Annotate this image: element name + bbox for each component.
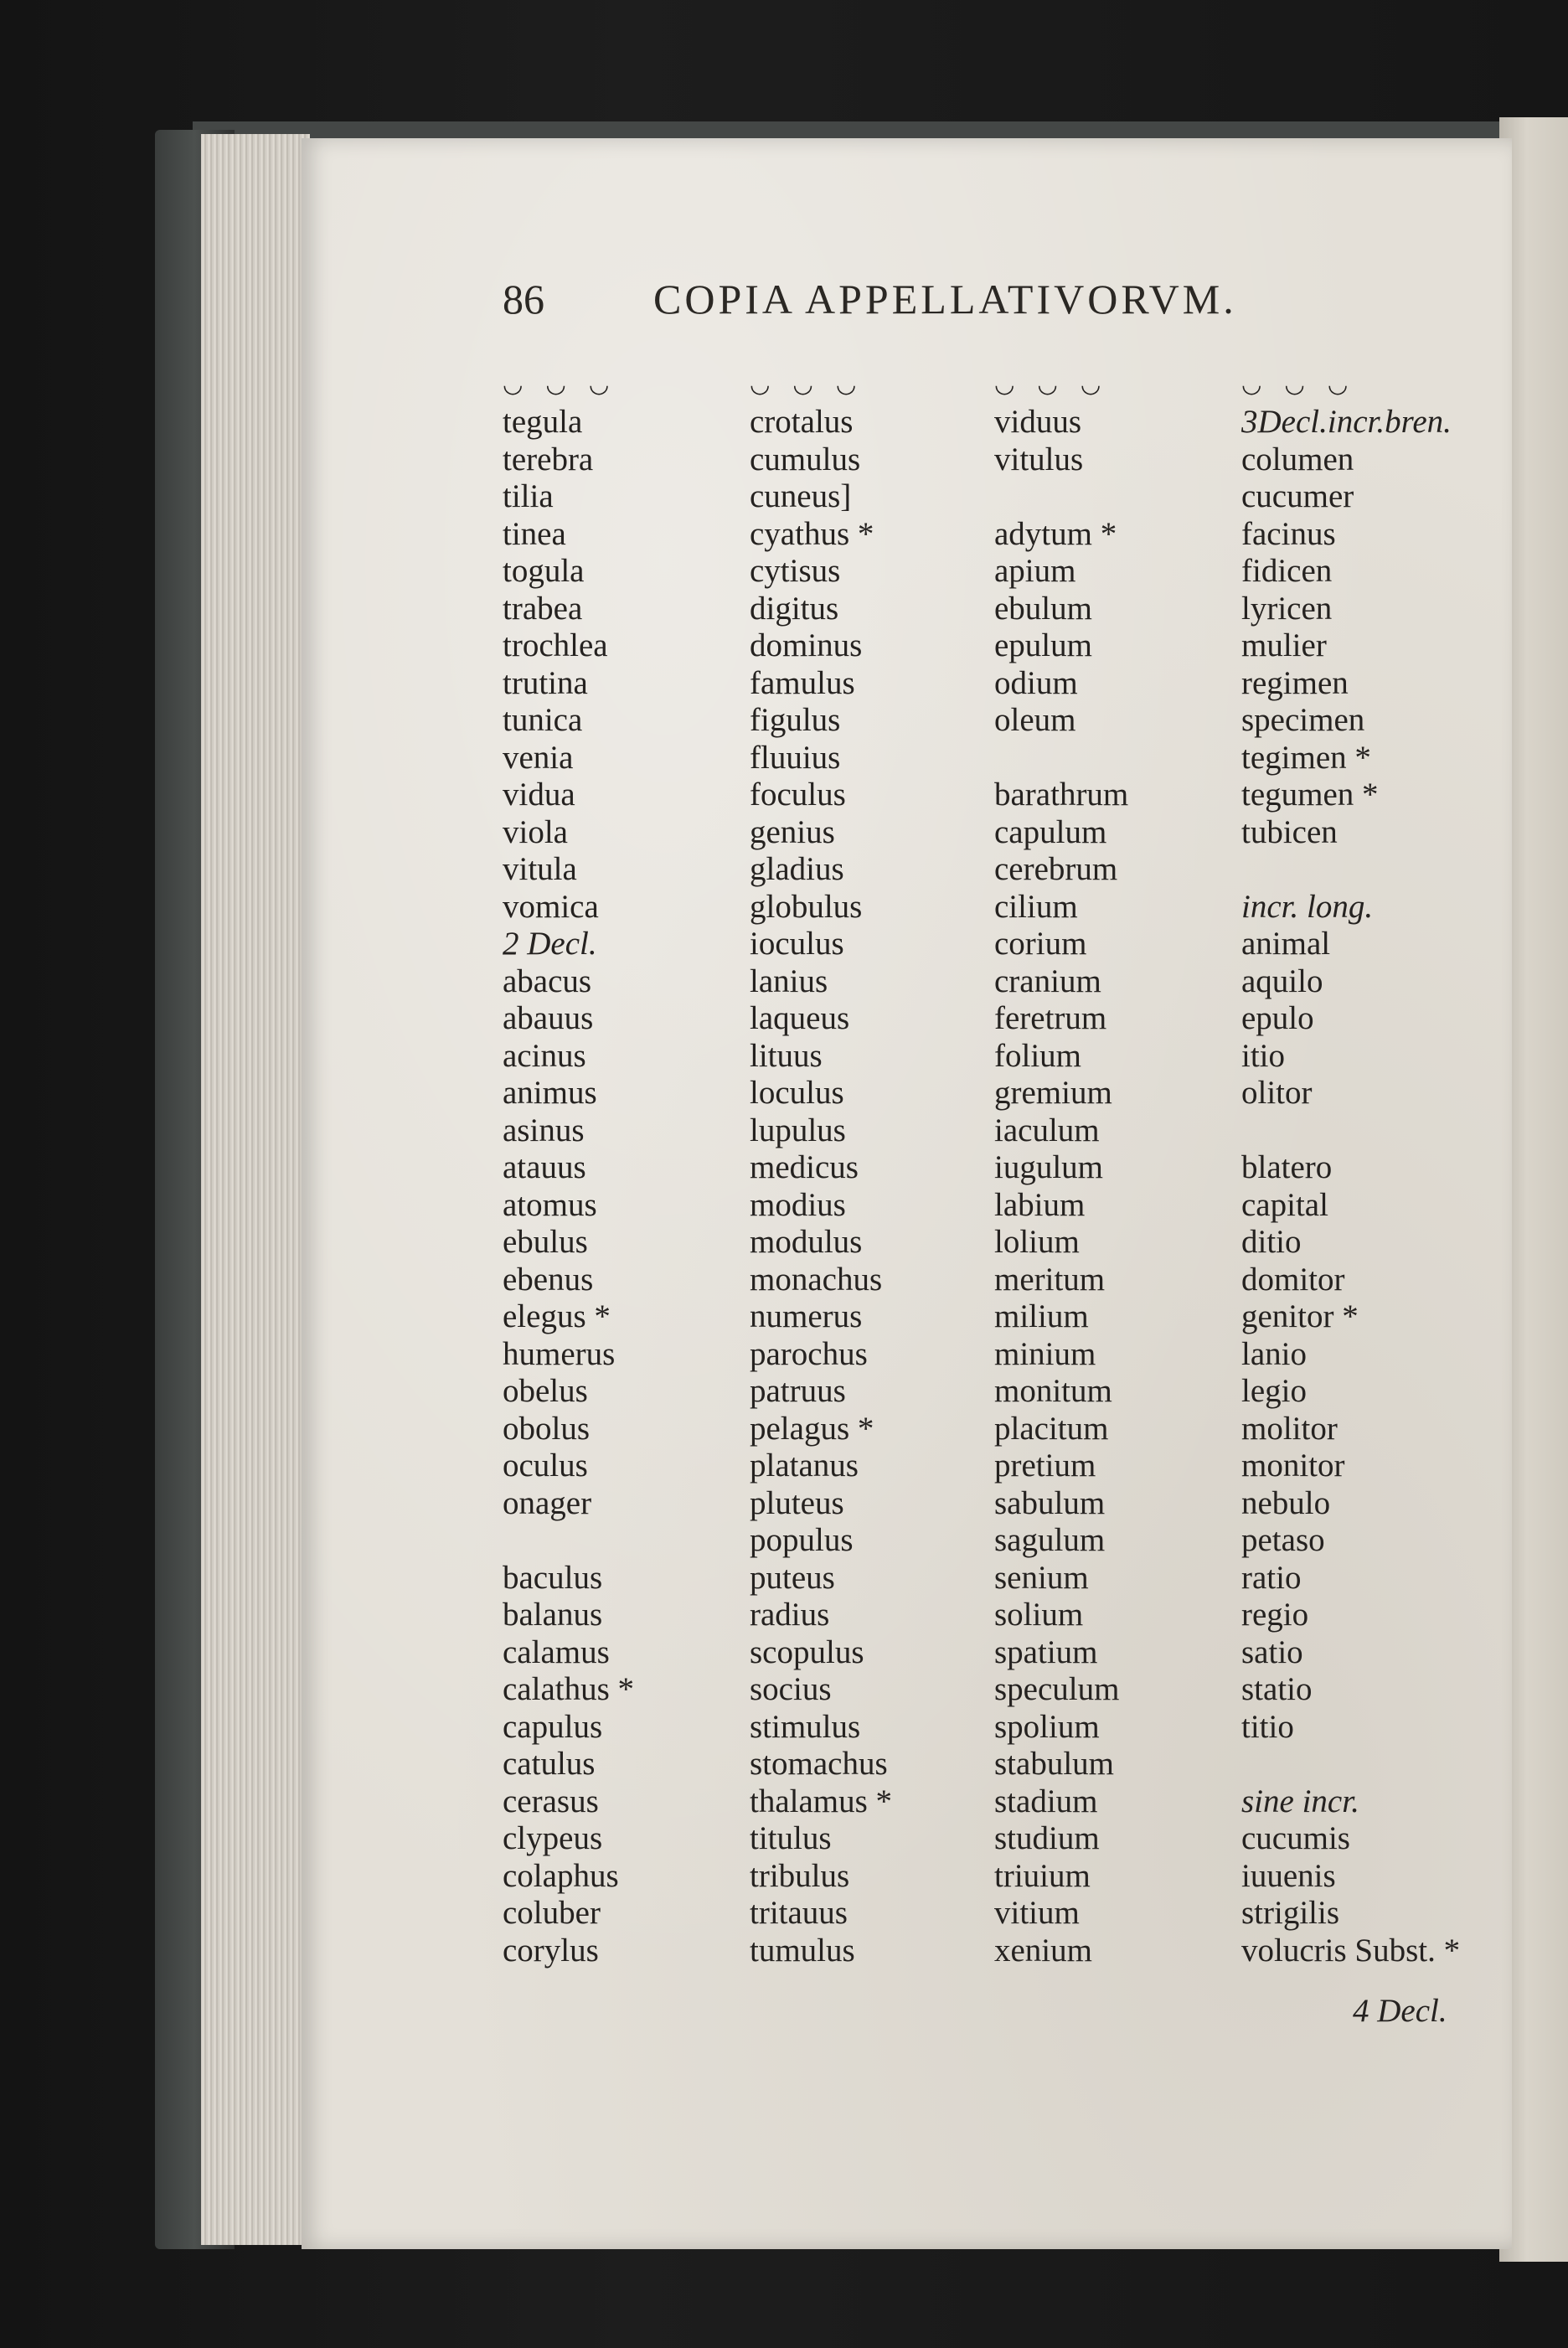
- word-entry: milium: [994, 1298, 1089, 1334]
- word-entry: gladius: [750, 851, 844, 887]
- word-entry: tegumen *: [1241, 777, 1379, 813]
- word-entry: spolium: [994, 1708, 1100, 1745]
- word-entry: lolium: [994, 1224, 1080, 1260]
- catchword: 4 Decl.: [1353, 1993, 1447, 2029]
- word-entry: mulier: [1241, 627, 1327, 663]
- word-entry: tegimen *: [1241, 739, 1371, 776]
- word-entry: epulum: [994, 627, 1092, 663]
- word-entry: atauus: [503, 1149, 586, 1185]
- word-entry: radius: [750, 1597, 830, 1633]
- word-entry: oculus: [503, 1448, 588, 1484]
- word-entry: viola: [503, 813, 568, 850]
- column-spacer: [994, 478, 1128, 516]
- word-entry: gremium: [994, 1075, 1112, 1111]
- word-entry: ebulum: [994, 590, 1092, 627]
- word-entry: capulus: [503, 1708, 603, 1745]
- word-entry: stabulum: [994, 1746, 1114, 1782]
- declension-heading: 3Decl.incr.bren.: [1241, 404, 1452, 440]
- word-entry: odium: [994, 664, 1078, 701]
- word-entry: ebenus: [503, 1261, 594, 1298]
- word-entry: vitium: [994, 1895, 1080, 1931]
- word-entry: titulus: [750, 1820, 832, 1856]
- column-spacer: [994, 740, 1128, 777]
- quantity-marks: ◡ ◡ ◡: [750, 372, 865, 398]
- word-entry: itio: [1241, 1037, 1286, 1074]
- word-column-3: [994, 369, 1128, 1969]
- word-entry: animus: [503, 1075, 597, 1111]
- word-entry: cilium: [994, 888, 1078, 925]
- word-entry: asinus: [503, 1112, 585, 1148]
- declension-heading: 2 Decl.: [503, 926, 597, 962]
- word-entry: petaso: [1241, 1522, 1325, 1558]
- word-entry: cumulus: [750, 441, 861, 477]
- word-entry: figulus: [750, 702, 841, 738]
- word-entry: iugulum: [994, 1149, 1104, 1185]
- word-entry: cuneus]: [750, 478, 852, 514]
- word-entry: fidicen: [1241, 553, 1333, 589]
- word-entry: monachus: [750, 1261, 883, 1298]
- word-entry: lanius: [750, 962, 828, 999]
- word-entry: abacus: [503, 962, 592, 999]
- word-entry: trochlea: [503, 627, 608, 663]
- word-entry: baculus: [503, 1559, 603, 1596]
- word-entry: meritum: [994, 1261, 1106, 1298]
- word-entry: specimen: [1241, 702, 1365, 738]
- word-entry: regimen: [1241, 664, 1349, 701]
- word-entry: famulus: [750, 664, 855, 701]
- word-entry: fluuius: [750, 739, 841, 776]
- word-entry: strigilis: [1241, 1895, 1340, 1931]
- word-entry: ioculus: [750, 926, 844, 962]
- word-entry: obelus: [503, 1373, 588, 1409]
- word-entry: balanus: [503, 1597, 603, 1633]
- word-entry: epulo: [1241, 1000, 1314, 1036]
- word-entry: tubicen: [1241, 813, 1338, 850]
- word-entry: monitor: [1241, 1448, 1345, 1484]
- word-entry: modius: [750, 1186, 846, 1223]
- word-entry: minium: [994, 1335, 1096, 1372]
- word-column-1: [503, 369, 634, 1969]
- word-entry: speculum: [994, 1671, 1120, 1707]
- word-entry: lupulus: [750, 1112, 846, 1148]
- word-entry: barathrum: [994, 777, 1129, 813]
- quantity-marks: ◡ ◡ ◡: [994, 372, 1110, 398]
- word-entry: numerus: [750, 1298, 863, 1334]
- word-entry: patruus: [750, 1373, 846, 1409]
- word-entry: platanus: [750, 1448, 859, 1484]
- word-entry: domitor: [1241, 1261, 1345, 1298]
- word-column-2: [750, 369, 892, 1969]
- word-entry: acinus: [503, 1037, 586, 1074]
- word-entry: clypeus: [503, 1820, 603, 1856]
- word-entry: cucumer: [1241, 478, 1354, 514]
- word-entry: vidua: [503, 777, 575, 813]
- word-entry: populus: [750, 1522, 854, 1558]
- word-entry: puteus: [750, 1559, 835, 1596]
- word-entry: tunica: [503, 702, 583, 738]
- word-entry: molitor: [1241, 1410, 1338, 1447]
- word-entry: legio: [1241, 1373, 1307, 1409]
- word-entry: calamus: [503, 1633, 610, 1670]
- word-entry: parochus: [750, 1335, 868, 1372]
- word-entry: corylus: [503, 1932, 599, 1969]
- word-entry: cerebrum: [994, 851, 1118, 887]
- word-entry: thalamus *: [750, 1783, 893, 1819]
- quantity-marks: ◡ ◡ ◡: [1241, 372, 1357, 398]
- word-entry: genitor *: [1241, 1298, 1359, 1334]
- word-entry: stimulus: [750, 1708, 861, 1745]
- word-entry: oleum: [994, 702, 1076, 738]
- word-entry: iuuenis: [1241, 1857, 1336, 1894]
- word-entry: medicus: [750, 1149, 859, 1185]
- word-entry: ebulus: [503, 1224, 588, 1260]
- word-entry: triuium: [994, 1857, 1091, 1894]
- word-entry: cyathus *: [750, 515, 874, 552]
- word-entry: lanio: [1241, 1335, 1307, 1372]
- word-entry: modulus: [750, 1224, 863, 1260]
- word-entry: stadium: [994, 1783, 1098, 1819]
- column-spacer: [1241, 851, 1460, 889]
- word-entry: stomachus: [750, 1746, 888, 1782]
- word-entry: colaphus: [503, 1857, 619, 1894]
- word-entry: elegus *: [503, 1298, 611, 1334]
- word-entry: dominus: [750, 627, 863, 663]
- word-entry: loculus: [750, 1075, 844, 1111]
- word-entry: catulus: [503, 1746, 596, 1782]
- word-entry: foculus: [750, 777, 846, 813]
- quantity-marks: ◡ ◡ ◡: [503, 372, 618, 398]
- column-spacer: [1241, 1746, 1460, 1783]
- word-entry: abauus: [503, 1000, 594, 1036]
- declension-heading: sine incr.: [1241, 1783, 1359, 1819]
- word-entry: onager: [503, 1484, 592, 1521]
- word-entry: placitum: [994, 1410, 1109, 1447]
- word-entry: viduus: [994, 404, 1082, 440]
- word-entry: tilia: [503, 478, 554, 514]
- word-entry: vitula: [503, 851, 577, 887]
- word-entry: cerasus: [503, 1783, 599, 1819]
- word-entry: xenium: [994, 1932, 1092, 1969]
- word-entry: crotalus: [750, 404, 854, 440]
- word-entry: pluteus: [750, 1484, 844, 1521]
- word-entry: labium: [994, 1186, 1086, 1223]
- word-entry: corium: [994, 926, 1087, 962]
- word-entry: ratio: [1241, 1559, 1302, 1596]
- word-entry: atomus: [503, 1186, 597, 1223]
- running-head: COPIA APPELLATIVORVM.: [653, 276, 1237, 323]
- word-entry: scopulus: [750, 1633, 864, 1670]
- word-entry: apium: [994, 553, 1076, 589]
- word-entry: tritauus: [750, 1895, 848, 1931]
- word-entry: titio: [1241, 1708, 1294, 1745]
- word-entry: vomica: [503, 888, 599, 925]
- word-entry: pelagus *: [750, 1410, 874, 1447]
- word-entry: senium: [994, 1559, 1089, 1596]
- word-entry: iaculum: [994, 1112, 1100, 1148]
- word-entry: feretrum: [994, 1000, 1107, 1036]
- word-entry: trabea: [503, 590, 583, 627]
- word-entry: vitulus: [994, 441, 1084, 477]
- word-entry: digitus: [750, 590, 839, 627]
- word-entry: trutina: [503, 664, 588, 701]
- word-entry: adytum *: [994, 515, 1117, 552]
- word-entry: satio: [1241, 1633, 1303, 1670]
- word-entry: nebulo: [1241, 1484, 1331, 1521]
- word-entry: studium: [994, 1820, 1100, 1856]
- word-entry: sagulum: [994, 1522, 1106, 1558]
- word-entry: humerus: [503, 1335, 616, 1372]
- word-entry: tribulus: [750, 1857, 850, 1894]
- word-entry: monitum: [994, 1373, 1112, 1409]
- word-entry: cranium: [994, 962, 1101, 999]
- word-entry: lyricen: [1241, 590, 1333, 627]
- word-entry: volucris Subst. *: [1241, 1932, 1461, 1969]
- word-entry: togula: [503, 553, 585, 589]
- page-number: 86: [503, 276, 544, 323]
- word-column-4: [1241, 369, 1460, 1969]
- page-stack-edges: [201, 134, 310, 2245]
- word-entry: blatero: [1241, 1149, 1333, 1185]
- word-entry: columen: [1241, 441, 1354, 477]
- word-entry: animal: [1241, 926, 1331, 962]
- word-entry: venia: [503, 739, 574, 776]
- word-entry: tinea: [503, 515, 566, 552]
- word-entry: folium: [994, 1037, 1081, 1074]
- word-entry: spatium: [994, 1633, 1098, 1670]
- word-entry: tegula: [503, 404, 583, 440]
- word-entry: regio: [1241, 1597, 1309, 1633]
- word-entry: aquilo: [1241, 962, 1323, 999]
- word-entry: olitor: [1241, 1075, 1313, 1111]
- word-entry: laqueus: [750, 1000, 850, 1036]
- word-entry: coluber: [503, 1895, 601, 1931]
- word-entry: obolus: [503, 1410, 591, 1447]
- word-entry: statio: [1241, 1671, 1313, 1707]
- word-entry: pretium: [994, 1448, 1096, 1484]
- column-spacer: [1241, 1112, 1460, 1150]
- word-entry: capulum: [994, 813, 1107, 850]
- declension-heading: incr. long.: [1241, 888, 1374, 925]
- word-entry: ditio: [1241, 1224, 1302, 1260]
- column-spacer: [503, 1522, 634, 1560]
- word-entry: solium: [994, 1597, 1084, 1633]
- word-entry: genius: [750, 813, 835, 850]
- word-entry: facinus: [1241, 515, 1336, 552]
- word-entry: globulus: [750, 888, 863, 925]
- word-entry: lituus: [750, 1037, 823, 1074]
- word-entry: terebra: [503, 441, 594, 477]
- word-entry: calathus *: [503, 1671, 635, 1707]
- word-entry: tumulus: [750, 1932, 855, 1969]
- word-entry: sabulum: [994, 1484, 1106, 1521]
- word-entry: cucumis: [1241, 1820, 1350, 1856]
- word-entry: capital: [1241, 1186, 1328, 1223]
- word-entry: cytisus: [750, 553, 841, 589]
- word-entry: socius: [750, 1671, 832, 1707]
